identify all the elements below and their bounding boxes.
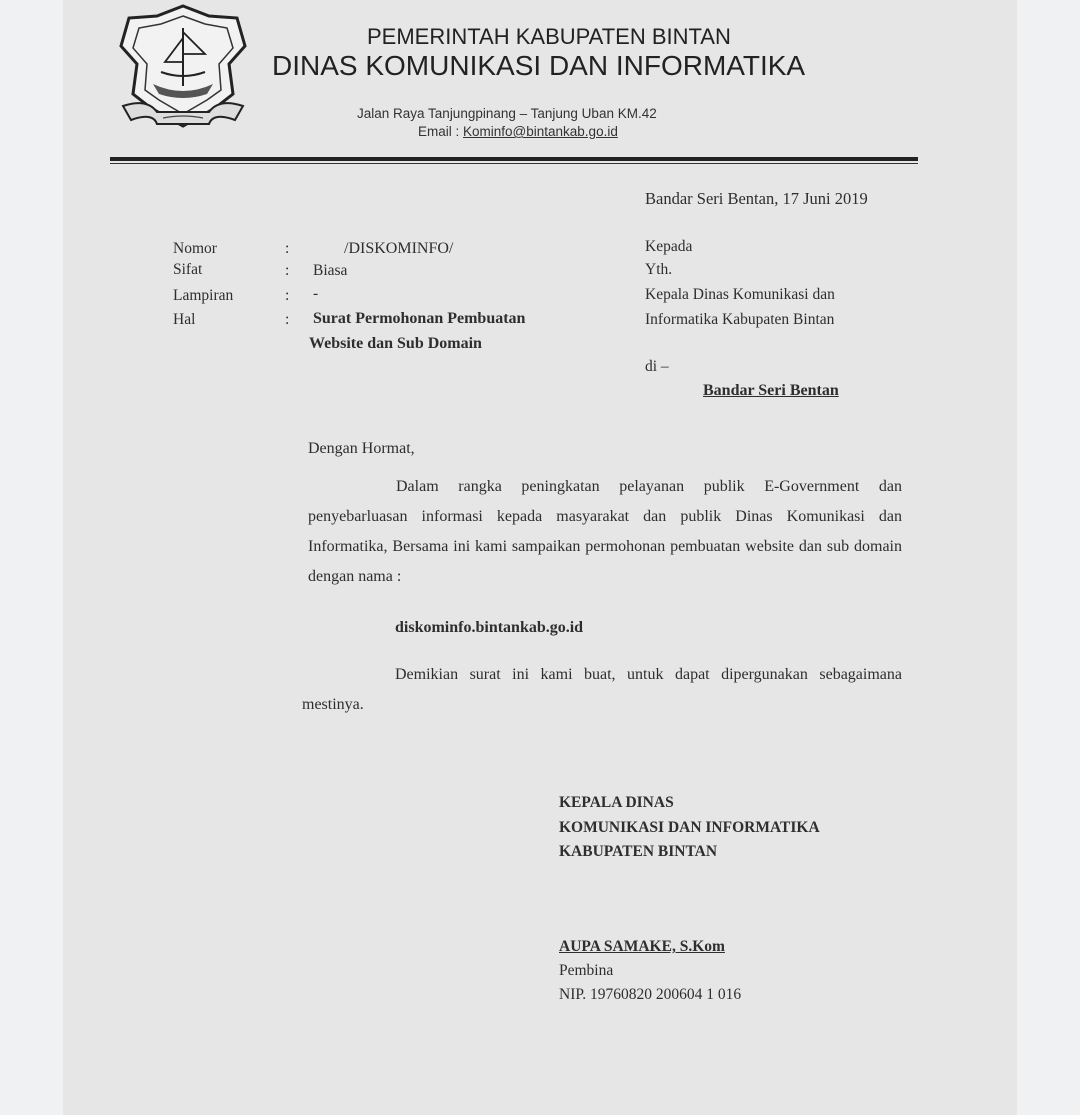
- date-line: Bandar Seri Bentan, 17 Juni 2019: [645, 189, 868, 208]
- salutation: Dengan Hormat,: [308, 440, 415, 457]
- signature-title-1: KEPALA DINAS: [559, 794, 674, 811]
- hal-value-line1: Surat Permohonan Pembuatan: [313, 310, 526, 327]
- letterhead-rule-thin: [110, 163, 918, 164]
- hal-colon: :: [285, 311, 290, 328]
- recipient-line2: Informatika Kabupaten Bintan: [645, 311, 835, 328]
- signatory-rank: Pembina: [559, 962, 614, 979]
- signatory-name: AUPA SAMAKE, S.Kom: [559, 938, 725, 955]
- letterhead-address: Jalan Raya Tanjungpinang – Tanjung Uban KM.42: [357, 106, 657, 121]
- sifat-value: Biasa: [313, 262, 348, 279]
- hal-value-line2: Website dan Sub Domain: [309, 335, 482, 352]
- letterhead-email: [418, 124, 618, 139]
- hal-label: Hal: [173, 311, 196, 328]
- body-paragraph-1: Dalam rangka peningkatan pelayanan publik E-Government dan penyebarluasan informasi kepada masyarakat dan publik Dinas Komunikasi dan Informatika, Bersama ini kami sampaikan permohonan pembuatan website dan sub domain dengan nama :: [308, 478, 902, 585]
- closing-paragraph: Demikian surat ini kami buat, untuk dapat dipergunakan sebagaimana mestinya.: [302, 666, 902, 713]
- signatory-nip: NIP. 19760820 200604 1 016: [559, 986, 742, 1003]
- nomor-colon: :: [285, 240, 290, 257]
- nomor-value: /DISKOMINFO/: [344, 240, 454, 257]
- sifat-colon: :: [285, 262, 290, 279]
- recipient-di: di –: [645, 358, 669, 375]
- signature-title-2: KOMUNIKASI DAN INFORMATIKA: [559, 819, 820, 836]
- email-label: Email :: [418, 124, 460, 139]
- nomor-label: Nomor: [173, 240, 217, 257]
- recipient-place: Bandar Seri Bentan: [703, 382, 839, 399]
- signature-title-3: KABUPATEN BINTAN: [559, 843, 718, 860]
- lampiran-label: Lampiran: [173, 287, 234, 304]
- sifat-label: Sifat: [173, 261, 203, 278]
- lampiran-colon: :: [285, 287, 290, 304]
- email-link[interactable]: Kominfo@bintankab.go.id: [463, 124, 618, 139]
- letterhead-office: DINAS KOMUNIKASI DAN INFORMATIKA: [272, 50, 806, 81]
- recipient-line1: Kepala Dinas Komunikasi dan: [645, 286, 835, 303]
- letterhead-rule: [110, 157, 918, 161]
- regency-crest-icon: [117, 2, 249, 130]
- requested-domain: diskominfo.bintankab.go.id: [395, 619, 584, 636]
- recipient-kepada: Kepada: [645, 238, 693, 255]
- recipient-yth: Yth.: [645, 261, 673, 278]
- lampiran-value: -: [313, 285, 319, 302]
- letterhead-government: PEMERINTAH KABUPATEN BINTAN: [367, 24, 731, 49]
